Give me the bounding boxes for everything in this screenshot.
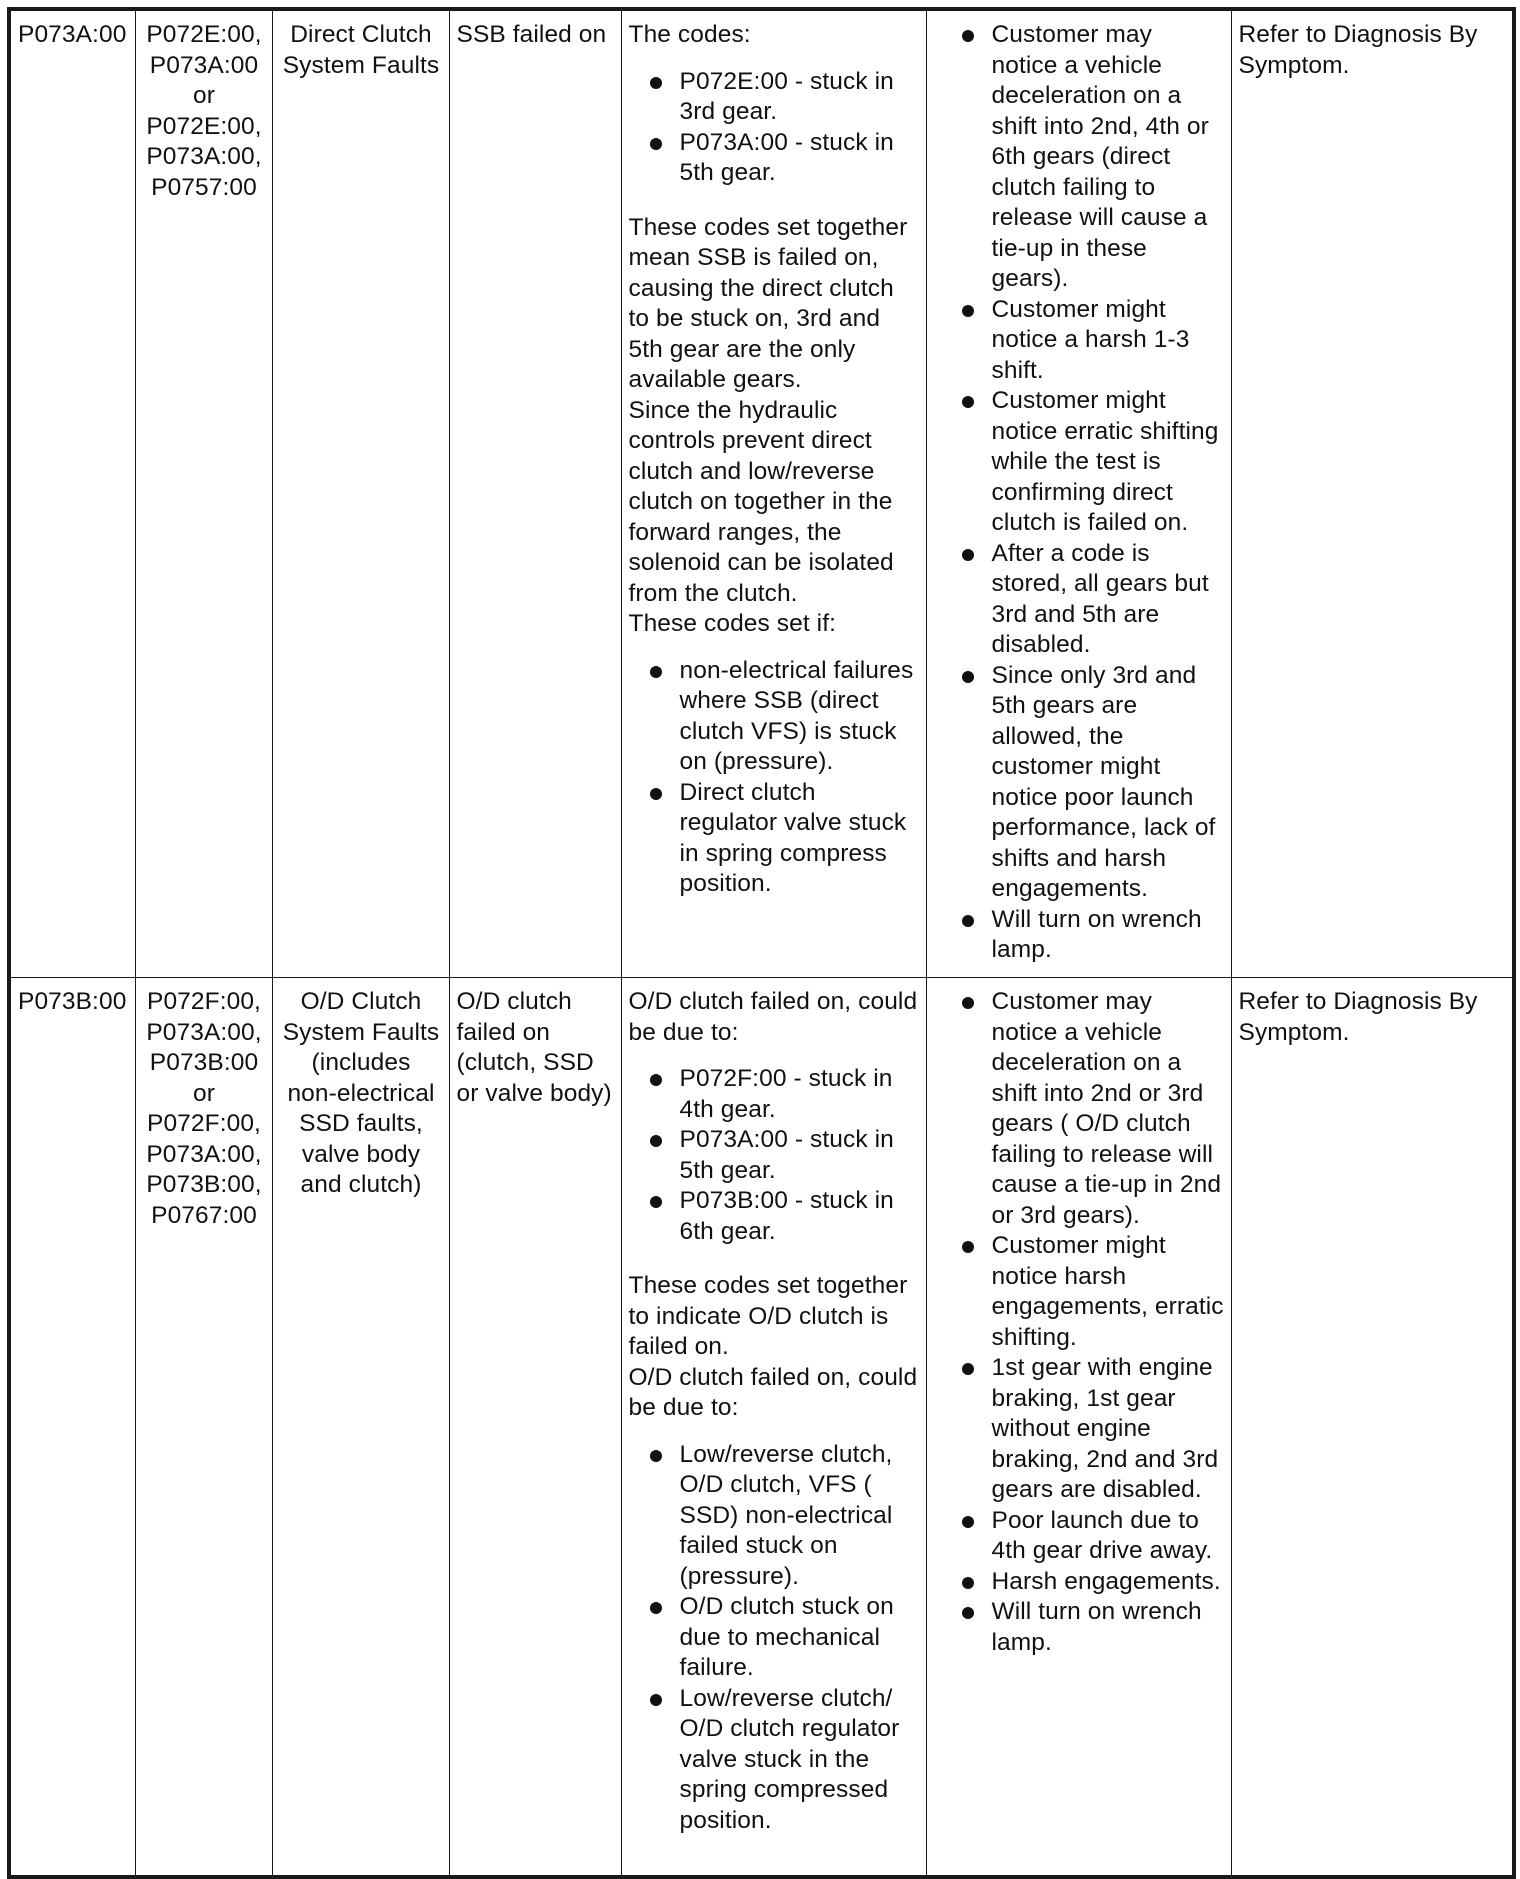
condition-code: P073A:00, bbox=[146, 143, 262, 170]
explanation-paragraph: Since the hydraulic controls prevent direct clutch and low/reverse clutch on together in the forward ranges, the solenoid can be isolated from the clutch. bbox=[628, 396, 894, 607]
bullet-icon bbox=[962, 1241, 974, 1253]
condition-code: P073A:00, bbox=[146, 1018, 262, 1046]
list-item: 1st gear with engine braking, 1st gear without engine braking, 2nd and 3rd gears are disabled. bbox=[934, 1353, 1225, 1506]
action-text: Refer to Diagnosis By Symptom. bbox=[1238, 988, 1478, 1046]
list-item: P072F:00 - stuck in 4th gear. bbox=[629, 1064, 920, 1125]
list-item: Harsh engagements. bbox=[934, 1567, 1225, 1598]
table-row bbox=[9, 978, 1514, 1878]
action-cell bbox=[1231, 978, 1514, 1878]
effects-list bbox=[934, 20, 1225, 966]
list-item: Customer may notice a vehicle deceleration on a shift into 2nd, 4th or 6th gears (direct clutch failing to release will cause a tie-up in these gears). bbox=[934, 20, 1225, 295]
failure-mode-cell bbox=[449, 9, 621, 978]
condition-codes-cell bbox=[135, 9, 272, 978]
bullet-icon bbox=[650, 1074, 662, 1086]
list-item: P073A:00 - stuck in 5th gear. bbox=[629, 1125, 920, 1186]
dtc-code: P073A:00 bbox=[18, 21, 127, 48]
condition-code: P072F:00, bbox=[147, 1110, 261, 1137]
failure-mode-cell bbox=[449, 978, 621, 1878]
explanation-cell bbox=[621, 978, 926, 1878]
list-item: Low/reverse clutch/ O/D clutch regulator valve stuck in the spring compressed position. bbox=[629, 1684, 920, 1837]
condition-code: P073B:00, bbox=[146, 1171, 262, 1198]
bullet-icon bbox=[650, 138, 662, 150]
description-line: (includes bbox=[311, 1049, 411, 1076]
list-item: Customer might notice a harsh 1-3 shift. bbox=[934, 295, 1225, 387]
code-list bbox=[629, 67, 920, 189]
bullet-icon bbox=[650, 77, 662, 89]
explanation-intro: O/D clutch failed on, could be due to: bbox=[628, 988, 918, 1046]
list-item: P073A:00 - stuck in 5th gear. bbox=[629, 128, 920, 189]
explanation-paragraph: These codes set together mean SSB is failed on, causing the direct clutch to be stuck on, 3rd and 5th gear are the only available gears. bbox=[628, 213, 908, 393]
bullet-icon bbox=[650, 1450, 662, 1462]
condition-code: P072E:00, bbox=[146, 112, 262, 140]
bullet-icon bbox=[650, 788, 662, 800]
condition-code: P0757:00 bbox=[151, 173, 257, 201]
bullet-icon bbox=[962, 915, 974, 927]
table-row bbox=[9, 9, 1514, 978]
action-text: Refer to Diagnosis By Symptom. bbox=[1238, 21, 1478, 79]
bullet-icon bbox=[962, 997, 974, 1009]
bullet-icon bbox=[650, 1196, 662, 1208]
condition-code: or bbox=[193, 1079, 215, 1107]
customer-effects-cell bbox=[926, 978, 1231, 1878]
bullet-icon bbox=[962, 30, 974, 42]
dtc-table bbox=[7, 7, 1516, 1879]
bullet-icon bbox=[650, 1135, 662, 1147]
bullet-icon bbox=[962, 1516, 974, 1528]
explanation-cell bbox=[621, 9, 926, 978]
list-item: After a code is stored, all gears but 3rd and 5th are disabled. bbox=[934, 539, 1225, 661]
description-line: System Faults bbox=[282, 1018, 440, 1046]
customer-effects-cell bbox=[926, 9, 1231, 978]
list-item: O/D clutch stuck on due to mechanical failure. bbox=[629, 1592, 920, 1684]
condition-code: P073B:00 bbox=[149, 1049, 259, 1076]
list-item: Since only 3rd and 5th gears are allowed, the customer might notice poor launch performance, lack of shifts and harsh engagements. bbox=[934, 661, 1225, 905]
dtc-code: P073B:00 bbox=[18, 988, 127, 1015]
effects-list bbox=[934, 987, 1225, 1658]
failure-mode: SSB failed on bbox=[456, 21, 607, 48]
list-item: Customer might notice harsh engagements, erratic shifting. bbox=[934, 1231, 1225, 1353]
list-item: Customer might notice erratic shifting while the test is confirming direct clutch is failed on. bbox=[934, 386, 1225, 539]
list-item: Direct clutch regulator valve stuck in spring compress position. bbox=[629, 778, 920, 900]
failure-mode: O/D clutch failed on (clutch, SSD or valve body) bbox=[456, 988, 612, 1107]
description-line: non-electrical bbox=[287, 1079, 435, 1107]
description-line: valve body bbox=[301, 1140, 421, 1168]
list-item: Poor launch due to 4th gear drive away. bbox=[934, 1506, 1225, 1567]
description-line: O/D Clutch bbox=[300, 988, 422, 1015]
bullet-icon bbox=[962, 671, 974, 683]
list-item: Low/reverse clutch, O/D clutch, VFS ( SSD) non-electrical failed stuck on (pressure). bbox=[629, 1440, 920, 1593]
condition-code: P073A:00 bbox=[149, 51, 259, 79]
explanation-intro: The codes: bbox=[628, 21, 751, 48]
condition-code: P072E:00, bbox=[146, 21, 262, 48]
cause-list bbox=[629, 656, 920, 900]
list-item: Customer may notice a vehicle deceleration on a shift into 2nd or 3rd gears ( O/D clutch failing to release will cause a tie-up in 2nd or 3rd gears). bbox=[934, 987, 1225, 1231]
dtc-code-cell bbox=[9, 978, 135, 1878]
bullet-icon bbox=[962, 1577, 974, 1589]
cause-list bbox=[629, 1440, 920, 1837]
bullet-icon bbox=[962, 1607, 974, 1619]
description-line: SSD faults, bbox=[299, 1110, 423, 1137]
condition-codes-cell bbox=[135, 978, 272, 1878]
bullet-icon bbox=[650, 1694, 662, 1706]
description-cell bbox=[272, 978, 449, 1878]
explanation-paragraph: O/D clutch failed on, could be due to: bbox=[628, 1363, 918, 1421]
explanation-paragraph: These codes set together to indicate O/D clutch is failed on. bbox=[628, 1272, 908, 1360]
list-item: Will turn on wrench lamp. bbox=[934, 905, 1225, 966]
description-line: Direct Clutch bbox=[290, 21, 432, 48]
explanation-paragraph: These codes set if: bbox=[628, 610, 837, 637]
condition-code: P072F:00, bbox=[147, 988, 261, 1015]
dtc-code-cell bbox=[9, 9, 135, 978]
description-cell bbox=[272, 9, 449, 978]
bullet-icon bbox=[650, 666, 662, 678]
condition-code: P0767:00 bbox=[151, 1201, 257, 1229]
list-item: P073B:00 - stuck in 6th gear. bbox=[629, 1186, 920, 1247]
bullet-icon bbox=[962, 549, 974, 561]
list-item: Will turn on wrench lamp. bbox=[934, 1597, 1225, 1658]
list-item: non-electrical failures where SSB (direct clutch VFS) is stuck on (pressure). bbox=[629, 656, 920, 778]
action-cell bbox=[1231, 9, 1514, 978]
description-line: System Faults bbox=[282, 51, 440, 79]
bullet-icon bbox=[650, 1602, 662, 1614]
bullet-icon bbox=[962, 1363, 974, 1375]
code-list bbox=[629, 1064, 920, 1247]
condition-code: P073A:00, bbox=[146, 1140, 262, 1168]
condition-code: or bbox=[193, 82, 215, 109]
bullet-icon bbox=[962, 396, 974, 408]
list-item: P072E:00 - stuck in 3rd gear. bbox=[629, 67, 920, 128]
bullet-icon bbox=[962, 305, 974, 317]
description-line: and clutch) bbox=[300, 1171, 422, 1198]
